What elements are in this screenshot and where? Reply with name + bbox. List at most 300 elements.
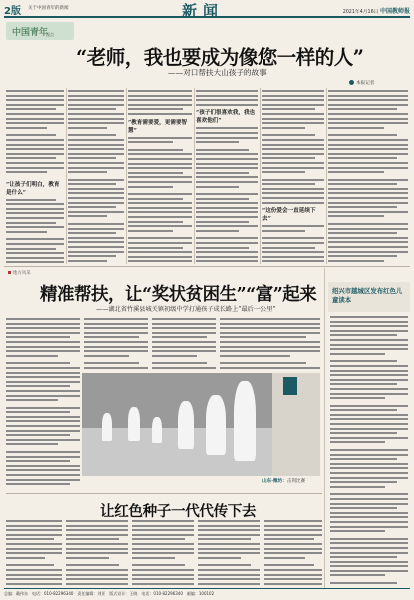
text-line — [68, 188, 124, 190]
text-line — [196, 207, 258, 209]
text-line — [262, 225, 324, 227]
article1-column-3 — [128, 90, 192, 265]
text-line — [6, 318, 80, 320]
text-line — [84, 362, 139, 364]
text-line — [262, 162, 324, 164]
text-line — [220, 367, 320, 369]
text-line — [330, 370, 408, 372]
text-line — [68, 260, 107, 262]
text-line — [68, 192, 124, 194]
text-line — [6, 257, 64, 259]
text-line — [262, 95, 324, 97]
fencer-figure — [102, 413, 112, 441]
text-line — [6, 336, 70, 338]
text-line — [262, 256, 324, 258]
text-line — [264, 534, 322, 536]
text-line — [198, 557, 241, 559]
text-line — [66, 525, 128, 527]
date-text: 2021年4月16日 — [342, 10, 379, 15]
article2-kicker: 地方风采 — [8, 270, 31, 276]
text-line — [196, 225, 258, 227]
text-line — [68, 223, 124, 225]
text-line — [198, 552, 260, 554]
caption-place: 山东·潍坊： — [262, 479, 287, 484]
text-line — [68, 148, 124, 150]
text-line — [66, 552, 128, 554]
text-line — [262, 197, 324, 199]
text-line — [330, 437, 408, 439]
text-line — [262, 139, 324, 141]
text-line — [262, 127, 305, 129]
text-line — [262, 122, 324, 124]
text-line — [196, 251, 258, 253]
text-line — [6, 122, 64, 124]
column-tag — [6, 22, 74, 40]
text-line — [328, 232, 397, 234]
text-line — [330, 547, 408, 549]
text-line — [198, 529, 260, 531]
text-line — [198, 520, 260, 522]
text-line — [196, 221, 249, 223]
text-line — [262, 183, 315, 185]
text-line — [196, 137, 258, 139]
text-line — [196, 104, 258, 106]
text-line — [6, 381, 80, 383]
text-line — [132, 529, 194, 531]
text-line — [262, 118, 324, 120]
text-line — [68, 108, 116, 110]
text-line — [328, 148, 408, 150]
text-line — [196, 141, 239, 143]
text-line — [328, 95, 408, 97]
sidebar-column — [330, 316, 408, 586]
text-line — [132, 552, 194, 554]
text-line — [68, 202, 124, 204]
text-line — [6, 252, 64, 254]
text-line — [68, 95, 124, 97]
text-line — [128, 207, 192, 209]
text-line — [330, 353, 385, 355]
text-line — [128, 198, 183, 200]
text-line — [330, 582, 397, 584]
text-line — [264, 538, 314, 540]
section-title: 新闻 — [182, 2, 225, 20]
text-line — [6, 407, 80, 409]
text-line — [198, 569, 260, 571]
text-line — [330, 458, 397, 460]
edition-number: 2版 — [4, 6, 21, 17]
text-line — [6, 323, 80, 325]
text-line — [196, 99, 258, 101]
text-line — [264, 520, 322, 522]
text-line — [330, 565, 408, 567]
text-line — [330, 574, 385, 576]
text-line — [68, 232, 116, 234]
text-line — [196, 242, 258, 244]
text-line — [328, 108, 397, 110]
text-line — [262, 167, 324, 169]
text-line — [68, 118, 124, 120]
text-line — [152, 350, 216, 352]
text-line — [128, 108, 183, 110]
column-divider — [194, 88, 195, 264]
text-line — [264, 557, 305, 559]
article3-column-1 — [6, 520, 62, 586]
text-line — [330, 463, 408, 465]
text-line — [196, 216, 258, 218]
text-line — [330, 348, 408, 350]
article1-column-6 — [328, 90, 408, 265]
text-line — [66, 548, 128, 550]
text-line — [264, 564, 314, 566]
text-line — [68, 197, 124, 199]
text-line — [128, 225, 192, 227]
text-line — [328, 139, 408, 141]
text-line — [6, 167, 64, 169]
text-line — [6, 578, 62, 580]
text-line — [328, 104, 408, 106]
text-line — [128, 247, 183, 249]
text-line — [328, 228, 408, 230]
text-line — [128, 113, 192, 115]
text-line — [6, 569, 62, 571]
text-line — [128, 181, 192, 183]
text-line — [330, 365, 408, 367]
text-line — [128, 95, 192, 97]
text-line — [6, 430, 80, 432]
text-line — [6, 564, 54, 566]
text-line — [6, 420, 80, 422]
text-line — [330, 512, 408, 514]
text-line — [84, 341, 148, 343]
text-line — [330, 477, 408, 479]
text-line — [6, 367, 80, 369]
text-line — [196, 95, 258, 97]
column-tag-label: 中国青年 — [12, 28, 49, 38]
text-line — [328, 134, 397, 136]
text-line — [66, 574, 128, 576]
text-line — [132, 574, 194, 576]
text-line — [6, 95, 64, 97]
text-line — [330, 538, 408, 540]
text-line — [328, 157, 397, 159]
text-line — [328, 183, 397, 185]
text-line — [6, 425, 80, 427]
text-line — [330, 454, 408, 456]
text-line — [68, 215, 107, 217]
text-line — [68, 134, 116, 136]
article-subheading: “教育需要爱，更需要智慧” — [128, 119, 188, 134]
text-line — [6, 520, 62, 522]
text-line — [68, 179, 124, 181]
text-line — [328, 127, 384, 129]
text-line — [66, 538, 119, 540]
text-line — [330, 472, 408, 474]
text-line — [128, 221, 183, 223]
text-line — [6, 479, 80, 481]
text-line — [262, 251, 324, 253]
text-line — [6, 217, 64, 219]
text-line — [68, 162, 124, 164]
article1-column-2 — [68, 90, 124, 265]
paragraph-gap — [328, 264, 408, 265]
text-line — [6, 261, 64, 263]
text-line — [68, 99, 124, 101]
article1-column-1 — [6, 90, 64, 265]
text-line — [196, 167, 258, 169]
article3-column-2 — [66, 520, 128, 586]
text-line — [196, 260, 258, 262]
text-line — [68, 167, 124, 169]
text-line — [198, 564, 251, 566]
article2-column-2 — [84, 318, 148, 370]
text-line — [6, 113, 64, 115]
text-line — [328, 246, 408, 248]
text-line — [330, 423, 408, 425]
text-line — [128, 99, 192, 101]
text-line — [84, 346, 148, 348]
text-line — [66, 583, 128, 585]
article2-headline: 精准帮扶，让“奖状贫困生”“富”起来 — [40, 285, 317, 305]
text-line — [68, 246, 124, 248]
text-line — [132, 525, 194, 527]
article1-headline: “老师，我也要成为像您一样的人” — [76, 46, 364, 69]
text-line — [66, 557, 109, 559]
text-line — [330, 330, 408, 332]
text-line — [262, 260, 324, 262]
text-line — [220, 350, 320, 352]
text-line — [262, 188, 324, 190]
text-line — [6, 231, 47, 233]
text-line — [328, 179, 408, 181]
text-line — [198, 543, 260, 545]
text-line — [6, 144, 64, 146]
text-line — [196, 237, 258, 239]
text-line — [128, 242, 192, 244]
text-line — [68, 127, 107, 129]
photo-side-panel — [272, 373, 320, 476]
text-line — [330, 526, 408, 528]
text-line — [264, 578, 322, 580]
text-line — [6, 104, 64, 106]
text-line — [220, 327, 320, 329]
text-line — [330, 441, 385, 443]
text-line — [68, 211, 124, 213]
text-line — [6, 108, 56, 110]
text-line — [152, 323, 216, 325]
text-line — [68, 251, 124, 253]
text-line — [330, 498, 408, 500]
text-line — [152, 346, 216, 348]
text-line — [262, 247, 315, 249]
article1-subhead: ——对口帮扶大山孩子的故事 — [168, 68, 267, 77]
text-line — [68, 113, 124, 115]
text-line — [196, 211, 258, 213]
text-line — [152, 341, 216, 343]
text-line — [6, 525, 62, 527]
text-line — [328, 122, 408, 124]
caption-text: 击剑比赛 — [286, 479, 306, 484]
sidebar-box — [328, 282, 410, 312]
fencer-figure — [128, 407, 140, 441]
text-line — [198, 548, 260, 550]
text-line — [152, 336, 207, 338]
text-line — [330, 493, 408, 495]
text-line — [6, 399, 58, 401]
text-line — [196, 163, 258, 165]
text-line — [6, 548, 62, 550]
text-line — [132, 520, 194, 522]
text-line — [196, 149, 249, 151]
text-line — [262, 242, 324, 244]
text-line — [6, 574, 62, 576]
text-line — [330, 486, 385, 488]
text-line — [6, 226, 64, 228]
text-line — [264, 543, 322, 545]
text-line — [6, 465, 80, 467]
text-line — [6, 327, 80, 329]
text-line — [128, 230, 173, 232]
text-line — [6, 411, 70, 413]
text-line — [128, 193, 192, 195]
text-line — [196, 230, 239, 232]
article2-column-3 — [152, 318, 216, 370]
text-line — [6, 529, 62, 531]
text-line — [262, 108, 315, 110]
fencer-figure — [178, 401, 194, 449]
text-line — [330, 418, 408, 420]
text-line — [128, 163, 192, 165]
text-line — [330, 481, 397, 483]
text-line — [220, 346, 320, 348]
article2-column-1 — [6, 318, 80, 488]
text-line — [328, 251, 408, 253]
text-line — [68, 153, 124, 155]
text-line — [128, 172, 183, 174]
text-line — [68, 157, 116, 159]
column-divider — [126, 88, 127, 264]
text-line — [66, 520, 128, 522]
text-line — [330, 414, 408, 416]
text-line — [128, 256, 192, 258]
text-line — [264, 574, 322, 576]
text-line — [220, 355, 290, 357]
text-line — [6, 346, 80, 348]
article1-column-4 — [196, 90, 258, 265]
text-line — [330, 334, 397, 336]
text-line — [6, 372, 80, 374]
text-line — [6, 222, 56, 224]
text-line — [220, 336, 306, 338]
text-line — [264, 552, 322, 554]
text-line — [68, 144, 124, 146]
text-line — [6, 460, 70, 462]
text-line — [196, 181, 258, 183]
fencer-figure — [206, 395, 226, 455]
text-line — [220, 332, 320, 334]
text-line — [328, 90, 408, 92]
text-line — [330, 379, 408, 381]
text-line — [128, 149, 183, 151]
column-divider — [326, 88, 327, 264]
text-line — [66, 569, 128, 571]
text-line — [6, 557, 45, 559]
text-line — [68, 122, 124, 124]
text-line — [6, 543, 62, 545]
text-line — [196, 247, 249, 249]
text-line — [128, 211, 192, 213]
text-line — [6, 203, 64, 205]
text-line — [330, 339, 408, 341]
text-line — [6, 456, 80, 458]
text-line — [6, 474, 80, 476]
text-line — [262, 179, 324, 181]
text-line — [128, 158, 192, 160]
text-line — [6, 443, 58, 445]
article3-column-4 — [198, 520, 260, 586]
text-line — [264, 583, 322, 585]
text-line — [6, 552, 62, 554]
text-line — [6, 212, 64, 214]
text-line — [6, 538, 54, 540]
text-line — [196, 172, 249, 174]
text-line — [196, 176, 258, 178]
text-line — [330, 321, 408, 323]
text-line — [128, 216, 192, 218]
text-line — [6, 355, 58, 357]
text-line — [6, 148, 64, 150]
photo-badge — [283, 377, 297, 395]
text-line — [330, 428, 408, 430]
issue-date — [343, 6, 410, 15]
page-footer: 总编：戴伟东 电话：010-82296340 责任编辑：刘亚 版式设计：王晓 电话：010-82296340 邮编：100102 — [4, 588, 410, 599]
paragraph-gap — [6, 176, 64, 179]
article3-column-5 — [264, 520, 322, 586]
paragraph-gap — [68, 264, 124, 265]
text-line — [68, 104, 124, 106]
text-line — [128, 251, 192, 253]
text-line — [6, 376, 80, 378]
text-line — [264, 569, 322, 571]
text-line — [66, 543, 128, 545]
text-line — [6, 134, 56, 136]
fencing-photo — [82, 373, 272, 476]
text-line — [6, 171, 47, 173]
text-line — [330, 409, 397, 411]
text-line — [262, 192, 324, 194]
article2-column-4 — [220, 318, 320, 370]
text-line — [262, 99, 324, 101]
text-line — [196, 202, 258, 204]
text-line — [66, 564, 119, 566]
text-line — [198, 578, 260, 580]
text-line — [196, 158, 258, 160]
text-line — [262, 104, 324, 106]
text-line — [152, 327, 216, 329]
text-line — [84, 318, 148, 320]
text-line — [198, 574, 260, 576]
text-line — [128, 90, 192, 92]
text-line — [68, 237, 124, 239]
text-line — [264, 525, 322, 527]
text-line — [328, 167, 408, 169]
section-divider — [6, 493, 322, 494]
section-divider — [4, 266, 410, 267]
text-line — [328, 192, 408, 194]
text-line — [128, 202, 192, 204]
text-line — [68, 241, 124, 243]
text-line — [128, 141, 173, 143]
